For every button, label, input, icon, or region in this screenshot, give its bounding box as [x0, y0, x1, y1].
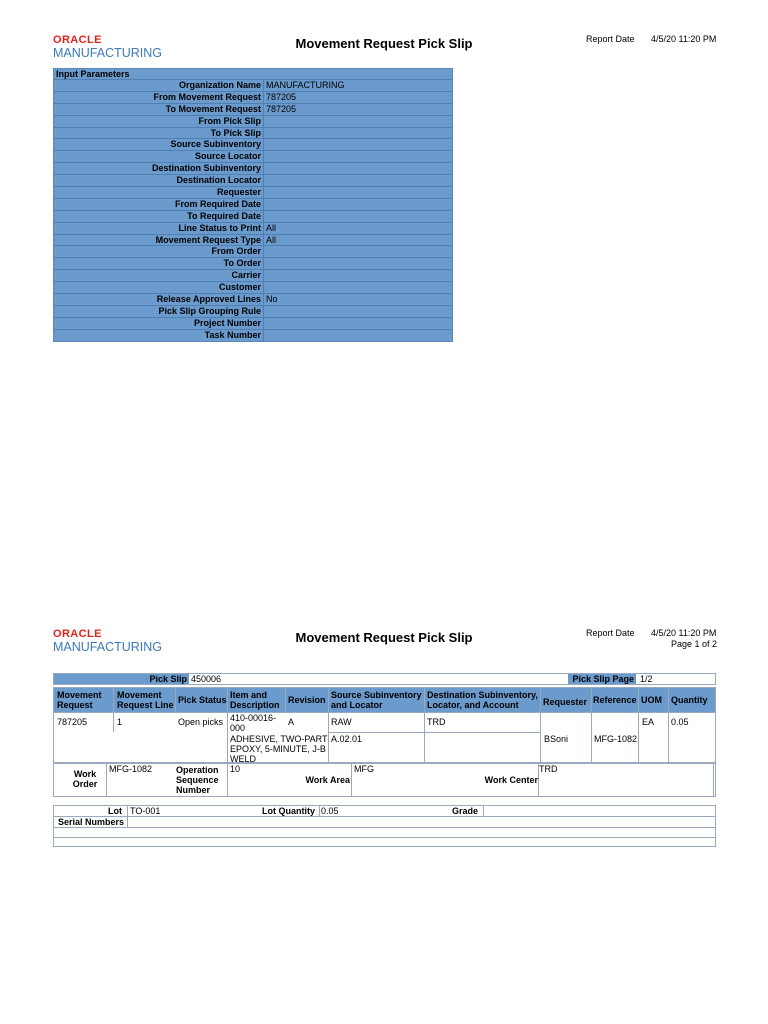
- col-movement-request-line: Movement Request Line: [117, 690, 174, 710]
- col-sep: [538, 764, 539, 796]
- parameter-row: [54, 293, 452, 305]
- report-date-label: Report Date: [586, 34, 635, 44]
- parameter-value: MANUFACTURING: [263, 80, 452, 91]
- col-sep: [106, 764, 107, 796]
- col-sep: [227, 764, 228, 796]
- operation-sequence-value: 10: [230, 764, 241, 774]
- parameter-value: All: [263, 235, 452, 246]
- parameter-row: [54, 186, 452, 198]
- col-sep: [540, 688, 541, 762]
- col-sep: [113, 688, 114, 732]
- work-order-value: MFG-1082: [109, 764, 153, 774]
- col-sep: [127, 817, 128, 827]
- page-number: Page 1 of 2: [671, 639, 718, 649]
- parameter-row: [54, 234, 452, 246]
- line-item-number: 410-00016-000: [230, 713, 277, 733]
- parameter-label: From Movement Request: [153, 91, 261, 102]
- parameter-row: [54, 150, 452, 162]
- col-sep: [483, 806, 484, 816]
- work-area-label: Work Area: [305, 775, 350, 785]
- logo-manufacturing-text: MANUFACTURING: [53, 46, 163, 60]
- pick-slip-page-label: Pick Slip Page: [568, 674, 636, 684]
- col-quantity: Quantity: [671, 695, 708, 705]
- col-revision: Revision: [288, 695, 326, 705]
- parameter-value: [263, 270, 452, 281]
- parameter-row: [54, 269, 452, 281]
- parameter-row: [54, 281, 452, 293]
- col-sep: [127, 806, 128, 816]
- parameter-value: All: [263, 223, 452, 234]
- line-table: [53, 687, 716, 763]
- parameter-row: [54, 317, 452, 329]
- pick-slip-label: Pick Slip: [54, 674, 189, 684]
- parameter-label: Carrier: [231, 270, 261, 281]
- parameter-label: Release Approved Lines: [156, 294, 261, 305]
- line-source-locator: A.02.01: [331, 734, 363, 744]
- parameter-label: Destination Subinventory: [151, 163, 261, 174]
- row-sep: [328, 732, 541, 733]
- lot-quantity-value: 0.05: [321, 806, 339, 816]
- parameter-label: From Pick Slip: [198, 115, 261, 126]
- parameter-label: From Required Date: [174, 198, 261, 209]
- line-source-subinventory: RAW: [331, 717, 352, 727]
- parameter-label: To Required Date: [187, 210, 261, 221]
- pick-slip-page-value: 1/2: [640, 674, 653, 684]
- line-uom: EA: [642, 717, 655, 727]
- line-pick-status: Open picks: [178, 717, 224, 727]
- col-sep: [285, 688, 286, 712]
- report-date-value: 4/5/20 11:20 PM: [651, 34, 717, 44]
- col-sep: [668, 688, 669, 762]
- input-parameters-heading: Input Parameters: [56, 69, 130, 79]
- col-source: Source Subinventory and Locator: [331, 690, 422, 710]
- lot-value: TO-001: [130, 806, 161, 816]
- grade-label: Grade: [451, 806, 478, 816]
- line-movement-request-line: 1: [117, 717, 123, 727]
- operation-sequence-label: Operation Sequence Number: [176, 765, 219, 795]
- work-center-value: TRD: [539, 764, 558, 774]
- line-revision: A: [288, 717, 295, 727]
- col-sep: [638, 688, 639, 762]
- parameter-value: No: [263, 294, 452, 305]
- col-movement-request: Movement Request: [57, 690, 102, 710]
- parameter-value: [263, 128, 452, 139]
- parameter-value: [263, 163, 452, 174]
- col-sep: [591, 688, 592, 762]
- col-sep: [424, 688, 425, 762]
- col-pick-status: Pick Status: [178, 695, 227, 705]
- parameter-value: [263, 199, 452, 210]
- logo-oracle-text: ORACLE: [53, 628, 102, 640]
- grade-value: [484, 806, 584, 816]
- col-sep: [319, 806, 320, 816]
- parameter-label: From Order: [211, 246, 261, 257]
- parameter-label: Task Number: [204, 329, 261, 340]
- parameter-value: [263, 175, 452, 186]
- parameter-label: Customer: [218, 282, 261, 293]
- parameter-value: [263, 306, 452, 317]
- line-quantity: 0.05: [671, 717, 689, 727]
- parameter-row: [54, 305, 452, 317]
- serial-numbers-label: Serial Numbers: [58, 817, 125, 827]
- lot-label: Lot: [108, 806, 122, 816]
- line-reference: MFG-1082: [594, 734, 638, 744]
- parameter-label: Requester: [216, 187, 261, 198]
- parameter-row: [54, 91, 452, 103]
- parameter-row: [54, 103, 452, 115]
- parameter-row: [54, 79, 452, 91]
- parameter-value: [263, 151, 452, 162]
- parameter-label: To Pick Slip: [210, 127, 261, 138]
- col-sep: [328, 688, 329, 762]
- parameter-value: [263, 282, 452, 293]
- line-destination-subinventory: TRD: [427, 717, 446, 727]
- col-requester: Requester: [543, 697, 588, 707]
- parameter-value: 787205: [263, 104, 452, 115]
- report-date-value: 4/5/20 11:20 PM: [651, 628, 717, 638]
- line-item-description: ADHESIVE, TWO-PART EPOXY, 5-MINUTE, J-B WELD: [230, 734, 328, 764]
- empty-row: [53, 837, 716, 847]
- pick-slip-value: 450006: [191, 674, 222, 684]
- work-order-label: Work Order: [72, 769, 98, 789]
- work-area-value: MFG: [354, 764, 374, 774]
- parameter-row: [54, 245, 452, 257]
- parameter-value: [263, 187, 452, 198]
- parameter-rows: [54, 79, 452, 341]
- line-movement-request: 787205: [57, 717, 88, 727]
- row-sep: [54, 712, 715, 713]
- parameter-row: [54, 198, 452, 210]
- parameter-row: [54, 174, 452, 186]
- parameter-value: 787205: [263, 92, 452, 103]
- parameter-row: [54, 127, 452, 139]
- parameter-value: [263, 211, 452, 222]
- col-item-description: Item and Description: [230, 690, 280, 710]
- logo-manufacturing-text: MANUFACTURING: [53, 640, 163, 654]
- parameter-row: [54, 162, 452, 174]
- page-title: Movement Request Pick Slip: [295, 36, 473, 51]
- parameter-label: Project Number: [193, 317, 261, 328]
- parameter-row: [54, 329, 452, 341]
- parameter-row: [54, 222, 452, 234]
- parameter-value: [263, 258, 452, 269]
- col-uom: UOM: [641, 695, 662, 705]
- parameter-label: To Movement Request: [165, 103, 261, 114]
- col-sep: [713, 764, 714, 796]
- parameter-label: To Order: [223, 258, 261, 269]
- parameter-label: Destination Locator: [176, 175, 261, 186]
- parameter-value: [263, 246, 452, 257]
- parameter-row: [54, 115, 452, 127]
- input-parameters-table: [53, 68, 453, 342]
- line-requester: BSoni: [544, 734, 569, 744]
- parameter-label: Line Status to Print: [178, 222, 261, 233]
- parameter-row: [54, 210, 452, 222]
- parameter-label: Source Subinventory: [170, 139, 261, 150]
- logo-oracle-text: ORACLE: [53, 34, 102, 46]
- parameter-label: Source Locator: [194, 151, 261, 162]
- page-title-page2: Movement Request Pick Slip: [295, 630, 473, 645]
- col-destination: Destination Subinventory, Locator, and Account: [427, 690, 538, 710]
- lot-quantity-label: Lot Quantity: [262, 806, 315, 816]
- parameter-label: Pick Slip Grouping Rule: [158, 305, 261, 316]
- parameter-label: Organization Name: [178, 80, 261, 90]
- parameter-row: [54, 138, 452, 150]
- col-reference: Reference: [593, 695, 637, 705]
- parameter-value: [263, 330, 452, 341]
- parameter-value: [263, 318, 452, 329]
- pick-slip-row: [53, 673, 716, 685]
- col-sep: [351, 764, 352, 796]
- work-order-row: [53, 763, 716, 797]
- parameter-value: [263, 116, 452, 127]
- parameter-label: Movement Request Type: [155, 234, 261, 245]
- report-date-label: Report Date: [586, 628, 635, 638]
- parameter-row: [54, 257, 452, 269]
- parameter-value: [263, 139, 452, 150]
- work-center-label: Work Center: [484, 775, 538, 785]
- col-sep: [175, 688, 176, 712]
